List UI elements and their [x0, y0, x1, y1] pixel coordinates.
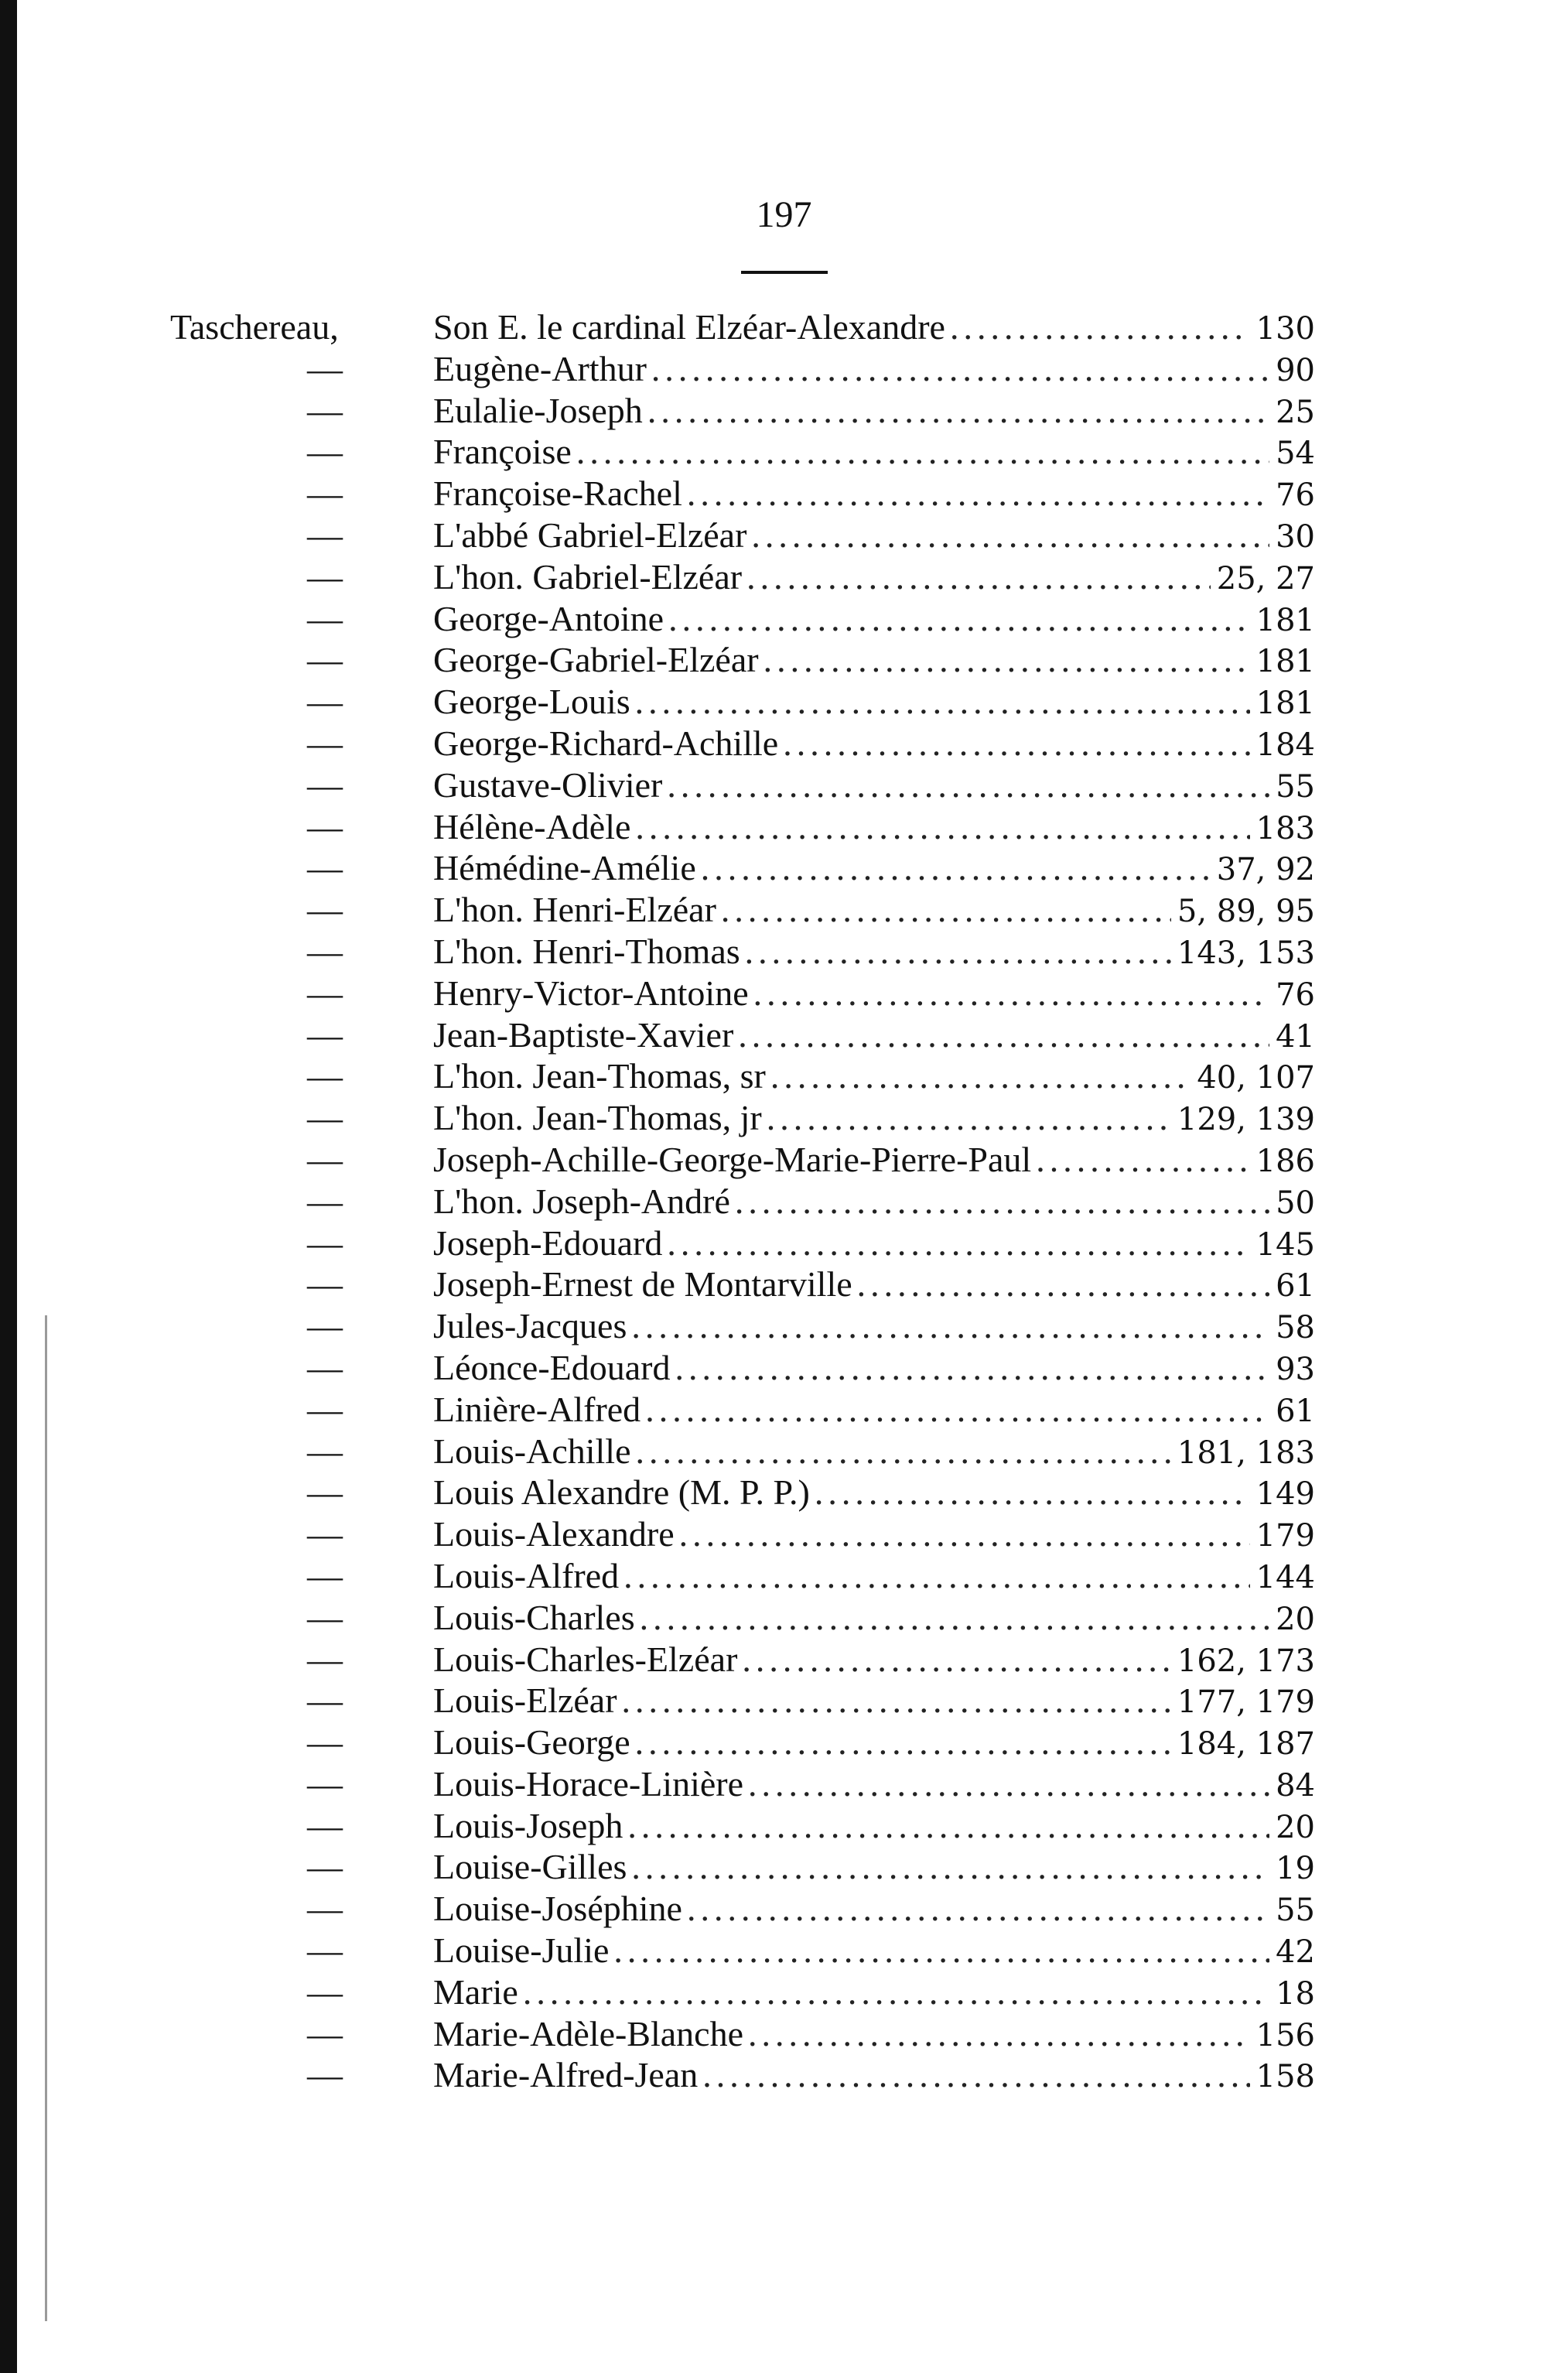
index-entry-name: Linière-Alfred [433, 1389, 641, 1429]
dot-leader [627, 1805, 1269, 1847]
index-entry-name: Son E. le cardinal Elzéar-Alexandre [433, 307, 945, 347]
page-edge-rule [0, 0, 17, 2373]
continuation-dash: — [307, 432, 343, 472]
index-entry-pages: 184, 187 [1177, 1726, 1315, 1763]
index-entry-name: Louis Alexandre (M. P. P.) [433, 1472, 810, 1513]
index-entry [170, 1431, 1315, 1472]
index-entry-pages: 58 [1276, 1310, 1315, 1346]
index-entry-name: George-Richard-Achille [433, 723, 779, 763]
continuation-dash: — [307, 1763, 343, 1804]
index-entry-body [433, 847, 1315, 891]
index-entry-body [433, 473, 1315, 517]
index-entry-name: Jules-Jacques [433, 1306, 627, 1346]
index-entry-body [433, 639, 1315, 683]
index-entry [170, 556, 1315, 598]
page-number: 197 [756, 194, 812, 235]
index-entry-pages: 61 [1276, 1268, 1315, 1304]
index-entry-body [433, 1722, 1315, 1766]
index-entry-pages: 158 [1255, 2059, 1315, 2095]
index-entry-body [433, 431, 1315, 475]
index-entry-name: Joseph-Edouard [433, 1222, 663, 1263]
index-entry [170, 681, 1315, 723]
index-entry-name: Louis-Achille [433, 1431, 631, 1471]
index-entry-pages: 25 [1276, 394, 1315, 430]
continuation-dash: — [307, 1472, 343, 1513]
page-edge-shadow [45, 1315, 47, 2321]
index-entry-body [433, 973, 1315, 1017]
index-entry [170, 1930, 1315, 1971]
dot-leader [770, 1055, 1191, 1097]
index-entry-name: Louis-George [433, 1722, 630, 1763]
index-entry-body [433, 598, 1315, 642]
index-entry-body [433, 2054, 1315, 2098]
index-entry [170, 598, 1315, 640]
continuation-dash: — [307, 1306, 343, 1346]
header-rule [741, 271, 828, 274]
dot-leader [746, 556, 1211, 598]
index-entry-body [433, 1513, 1315, 1557]
index-entry-pages: 20 [1276, 1601, 1315, 1637]
continuation-dash: — [307, 723, 343, 763]
dot-leader [753, 973, 1269, 1014]
index-entry-body [433, 681, 1315, 725]
index-entry-pages: 145 [1255, 1226, 1315, 1263]
index-entry-name: L'hon. Joseph-André [433, 1181, 730, 1221]
index-entry-pages: 177, 179 [1177, 1684, 1315, 1721]
index-entry [170, 1805, 1315, 1847]
continuation-dash: — [307, 556, 343, 597]
dot-leader [857, 1263, 1269, 1305]
index-entry-pages: 143, 153 [1177, 935, 1315, 971]
dot-leader [576, 431, 1269, 473]
index-entry-name: L'hon. Jean-Thomas, jr [433, 1098, 762, 1138]
index-entry-name: Marie-Adèle-Blanche [433, 2013, 744, 2053]
index-entry-body [433, 306, 1315, 350]
index-entry-pages: 186 [1255, 1143, 1315, 1179]
dot-leader [767, 1097, 1171, 1139]
index-entry-body [433, 1139, 1315, 1183]
index-entry-name: L'hon. Henri-Elzéar [433, 890, 716, 930]
index-entry-pages: 76 [1276, 976, 1315, 1013]
index-entry-body [433, 2013, 1315, 2057]
index-entry [170, 723, 1315, 764]
index-entry-name: Jean-Baptiste-Xavier [433, 1014, 734, 1055]
index-entry [170, 1597, 1315, 1639]
dot-leader [815, 1472, 1250, 1513]
continuation-dash: — [307, 1056, 343, 1096]
index-entry-pages: 61 [1276, 1393, 1315, 1429]
index-entry-pages: 181, 183 [1177, 1434, 1315, 1471]
index-entry-pages: 41 [1276, 1018, 1315, 1055]
index-entry [170, 2054, 1315, 2096]
index-entry-body [433, 1846, 1315, 1890]
dot-leader [645, 1389, 1269, 1431]
index-entry-pages: 76 [1276, 477, 1315, 514]
dot-leader [950, 306, 1250, 348]
index-entry-name: Marie-Alfred-Jean [433, 2055, 699, 2095]
index-entry-pages: 179 [1255, 1518, 1315, 1554]
index-entry-body [433, 390, 1315, 434]
index-entry [170, 1097, 1315, 1139]
index-entry-name: Louis-Alfred [433, 1555, 620, 1595]
index-entry [170, 348, 1315, 390]
index-entry [170, 931, 1315, 973]
continuation-dash: — [307, 1014, 343, 1055]
index-entry-pages: 18 [1276, 1975, 1315, 2012]
index-entry-body [433, 1763, 1315, 1807]
index-entry [170, 1971, 1315, 2013]
index-entry-body [433, 1263, 1315, 1308]
dot-leader [687, 473, 1269, 515]
index-entry-body [433, 1472, 1315, 1516]
index-entry-body [433, 1181, 1315, 1225]
continuation-dash: — [307, 1555, 343, 1595]
continuation-dash: — [307, 1181, 343, 1221]
dot-leader [523, 1971, 1269, 2013]
index-entry-name: Hémédine-Amélie [433, 848, 696, 888]
continuation-dash: — [307, 474, 343, 514]
continuation-dash: — [307, 1722, 343, 1763]
index-entry [170, 1014, 1315, 1056]
continuation-dash: — [307, 1597, 343, 1637]
continuation-dash: — [307, 1264, 343, 1304]
index-entry-pages: 55 [1276, 768, 1315, 805]
continuation-dash: — [307, 973, 343, 1013]
index-entry [170, 1846, 1315, 1888]
index-entry-pages: 55 [1276, 1893, 1315, 1929]
dot-leader [635, 806, 1249, 848]
index-entry-pages: 19 [1276, 1851, 1315, 1887]
index-entry-pages: 181 [1255, 686, 1315, 722]
index-entry-body [433, 1639, 1315, 1683]
index-entry-body [433, 348, 1315, 392]
index-entry-pages: 84 [1276, 1767, 1315, 1804]
index-entry-pages: 20 [1276, 1809, 1315, 1845]
continuation-dash: — [307, 1639, 343, 1679]
index-entry [170, 1139, 1315, 1181]
dot-leader [679, 1513, 1250, 1555]
index-entry-body [433, 1888, 1315, 1932]
index-entry-name: Joseph-Ernest de Montarville [433, 1264, 852, 1304]
continuation-dash: — [307, 1222, 343, 1263]
dot-leader [721, 889, 1171, 931]
index-entry-name: Françoise-Rachel [433, 474, 682, 514]
index-entry-pages: 181 [1255, 602, 1315, 638]
index-entry-name: George-Gabriel-Elzéar [433, 640, 759, 680]
index-entry [170, 847, 1315, 889]
index-entry-pages: 54 [1276, 436, 1315, 472]
continuation-dash: — [307, 806, 343, 846]
dot-leader [745, 931, 1171, 973]
index-entry [170, 1472, 1315, 1513]
index-entry-name: Louis-Charles-Elzéar [433, 1639, 738, 1679]
index-entry-pages: 144 [1255, 1559, 1315, 1595]
continuation-dash: — [307, 1098, 343, 1138]
continuation-dash: — [307, 1139, 343, 1179]
index-entry-name: Eugène-Arthur [433, 348, 647, 388]
index-entry [170, 1888, 1315, 1930]
index-entry-name: Gustave-Olivier [433, 764, 663, 805]
continuation-dash: — [307, 1930, 343, 1971]
continuation-dash: — [307, 515, 343, 555]
index-entry [170, 1639, 1315, 1681]
index-entry-name: L'abbé Gabriel-Elzéar [433, 515, 747, 555]
continuation-dash: — [307, 598, 343, 638]
continuation-dash: — [307, 348, 343, 388]
index-entry-name: L'hon. Henri-Thomas [433, 931, 740, 971]
index-entry-name: Henry-Victor-Antoine [433, 973, 749, 1013]
index-entry-pages: 181 [1255, 644, 1315, 680]
continuation-dash: — [307, 1389, 343, 1429]
index-entry-name: George-Antoine [433, 598, 664, 638]
continuation-dash: — [307, 1971, 343, 2012]
continuation-dash: — [307, 764, 343, 805]
index-entry-body [433, 889, 1315, 933]
index-entry [170, 1347, 1315, 1389]
dot-leader [668, 598, 1250, 640]
index-entry [170, 639, 1315, 681]
index-entry-pages: 5, 89, 95 [1177, 894, 1315, 930]
index-entry-pages: 162, 173 [1177, 1643, 1315, 1679]
dot-leader [748, 1763, 1269, 1805]
dot-leader [764, 639, 1250, 681]
index-entry-name: L'hon. Jean-Thomas, sr [433, 1056, 766, 1096]
continuation-dash: — [307, 1847, 343, 1887]
index-entry-body [433, 1680, 1315, 1724]
index-entry-pages: 40, 107 [1197, 1060, 1315, 1096]
continuation-dash: — [307, 1889, 343, 1929]
index-entry [170, 889, 1315, 931]
index-entry-body [433, 556, 1315, 600]
index-entry [170, 1181, 1315, 1222]
index-entry-name: Louis-Horace-Linière [433, 1763, 744, 1804]
index-entry-body [433, 1431, 1315, 1475]
index-entry-body [433, 1805, 1315, 1849]
index-entry [170, 1513, 1315, 1555]
continuation-dash: — [307, 390, 343, 430]
dot-leader [738, 1014, 1269, 1056]
index-entry-body [433, 1597, 1315, 1641]
index-entry-name: Françoise [433, 432, 572, 472]
index-entry-pages: 183 [1255, 810, 1315, 846]
index-entry-body [433, 931, 1315, 975]
dot-leader [702, 2054, 1249, 2096]
index-entry-name: Louise-Joséphine [433, 1889, 682, 1929]
dot-leader [635, 1722, 1171, 1763]
dot-leader [742, 1639, 1170, 1681]
continuation-dash: — [307, 1431, 343, 1471]
index-entry-pages: 149 [1255, 1476, 1315, 1513]
continuation-dash: — [307, 1514, 343, 1554]
dot-leader [622, 1680, 1171, 1722]
index-entry [170, 1222, 1315, 1264]
dot-leader [675, 1347, 1270, 1389]
dot-leader [701, 847, 1211, 889]
index-entry-pages: 42 [1276, 1934, 1315, 1971]
index-entry-pages: 25, 27 [1216, 560, 1315, 597]
index-entry [170, 431, 1315, 473]
index-entry-pages: 93 [1276, 1351, 1315, 1387]
index-entry [170, 1263, 1315, 1305]
index-entry-name: Louise-Gilles [433, 1847, 627, 1887]
index-entry-pages: 37, 92 [1216, 852, 1315, 888]
index-entry-body [433, 515, 1315, 559]
index-entry-body [433, 1097, 1315, 1141]
index-entry-name: Louis-Elzéar [433, 1681, 617, 1721]
index-entry [170, 306, 1315, 348]
index-entry [170, 390, 1315, 432]
index-surname: Taschereau, [170, 307, 339, 347]
index-entry-pages: 90 [1276, 352, 1315, 388]
index-entry-body [433, 1305, 1315, 1349]
index-entry-body [433, 1930, 1315, 1974]
dot-leader [631, 1305, 1269, 1347]
dot-leader [687, 1888, 1269, 1930]
continuation-dash: — [307, 1347, 343, 1387]
index-entry-name: Louise-Julie [433, 1930, 610, 1971]
index-entry-name: Léonce-Edouard [433, 1347, 671, 1387]
continuation-dash: — [307, 890, 343, 930]
dot-leader [631, 1846, 1269, 1888]
continuation-dash: — [307, 682, 343, 722]
index-entry-name: Hélène-Adèle [433, 806, 631, 846]
dot-leader [640, 1597, 1269, 1639]
index-entry-pages: 130 [1255, 311, 1315, 347]
index-entry-body [433, 1014, 1315, 1058]
index-entry [170, 1305, 1315, 1347]
index-entry-body [433, 1971, 1315, 2016]
index-entry [170, 1680, 1315, 1722]
dot-leader [651, 348, 1269, 390]
index-entry [170, 764, 1315, 806]
dot-leader [667, 764, 1269, 806]
index-entry-body [433, 806, 1315, 850]
index-entry-name: Joseph-Achille-George-Marie-Pierre-Paul [433, 1139, 1032, 1179]
index-entry-name: Louis-Alexandre [433, 1514, 675, 1554]
dot-leader [636, 1431, 1171, 1472]
index-entry [170, 973, 1315, 1014]
index-entry-pages: 50 [1276, 1185, 1315, 1221]
continuation-dash: — [307, 931, 343, 971]
index-entry-name: Marie [433, 1971, 518, 2012]
dot-leader [783, 723, 1249, 764]
index-entry-pages: 156 [1255, 2017, 1315, 2053]
dot-leader [623, 1555, 1249, 1597]
index-entry-name: George-Louis [433, 682, 630, 722]
index-entry-body [433, 723, 1315, 767]
index-entry [170, 473, 1315, 515]
dot-leader [1036, 1139, 1249, 1181]
index-entry-body [433, 1555, 1315, 1599]
index-entry-body [433, 1222, 1315, 1267]
continuation-dash: — [307, 1681, 343, 1721]
index-entry [170, 2013, 1315, 2055]
continuation-dash: — [307, 2013, 343, 2053]
index-entry-name: Eulalie-Joseph [433, 390, 643, 430]
continuation-dash: — [307, 2055, 343, 2095]
dot-leader [748, 2013, 1250, 2055]
index-entry [170, 1763, 1315, 1805]
continuation-dash: — [307, 848, 343, 888]
continuation-dash: — [307, 1805, 343, 1845]
index-entry-body [433, 1055, 1315, 1099]
index-entry [170, 1055, 1315, 1097]
continuation-dash: — [307, 640, 343, 680]
index-entry [170, 806, 1315, 848]
dot-leader [647, 390, 1269, 432]
index-entry [170, 515, 1315, 556]
index-entry-pages: 129, 139 [1177, 1102, 1315, 1138]
index-entry-name: L'hon. Gabriel-Elzéar [433, 556, 743, 597]
dot-leader [613, 1930, 1269, 1971]
index-entry-body [433, 1347, 1315, 1391]
index-entry-name: Louis-Charles [433, 1597, 635, 1637]
dot-leader [667, 1222, 1249, 1264]
index-entry [170, 1555, 1315, 1597]
index-list [170, 306, 1315, 2096]
dot-leader [635, 681, 1250, 723]
index-entry-pages: 30 [1276, 518, 1315, 555]
dot-leader [735, 1181, 1269, 1222]
index-entry-name: Louis-Joseph [433, 1805, 623, 1845]
index-entry-body [433, 764, 1315, 809]
index-entry [170, 1389, 1315, 1431]
dot-leader [751, 515, 1269, 556]
index-entry-pages: 184 [1255, 727, 1315, 763]
index-entry-body [433, 1389, 1315, 1433]
index-entry [170, 1722, 1315, 1763]
